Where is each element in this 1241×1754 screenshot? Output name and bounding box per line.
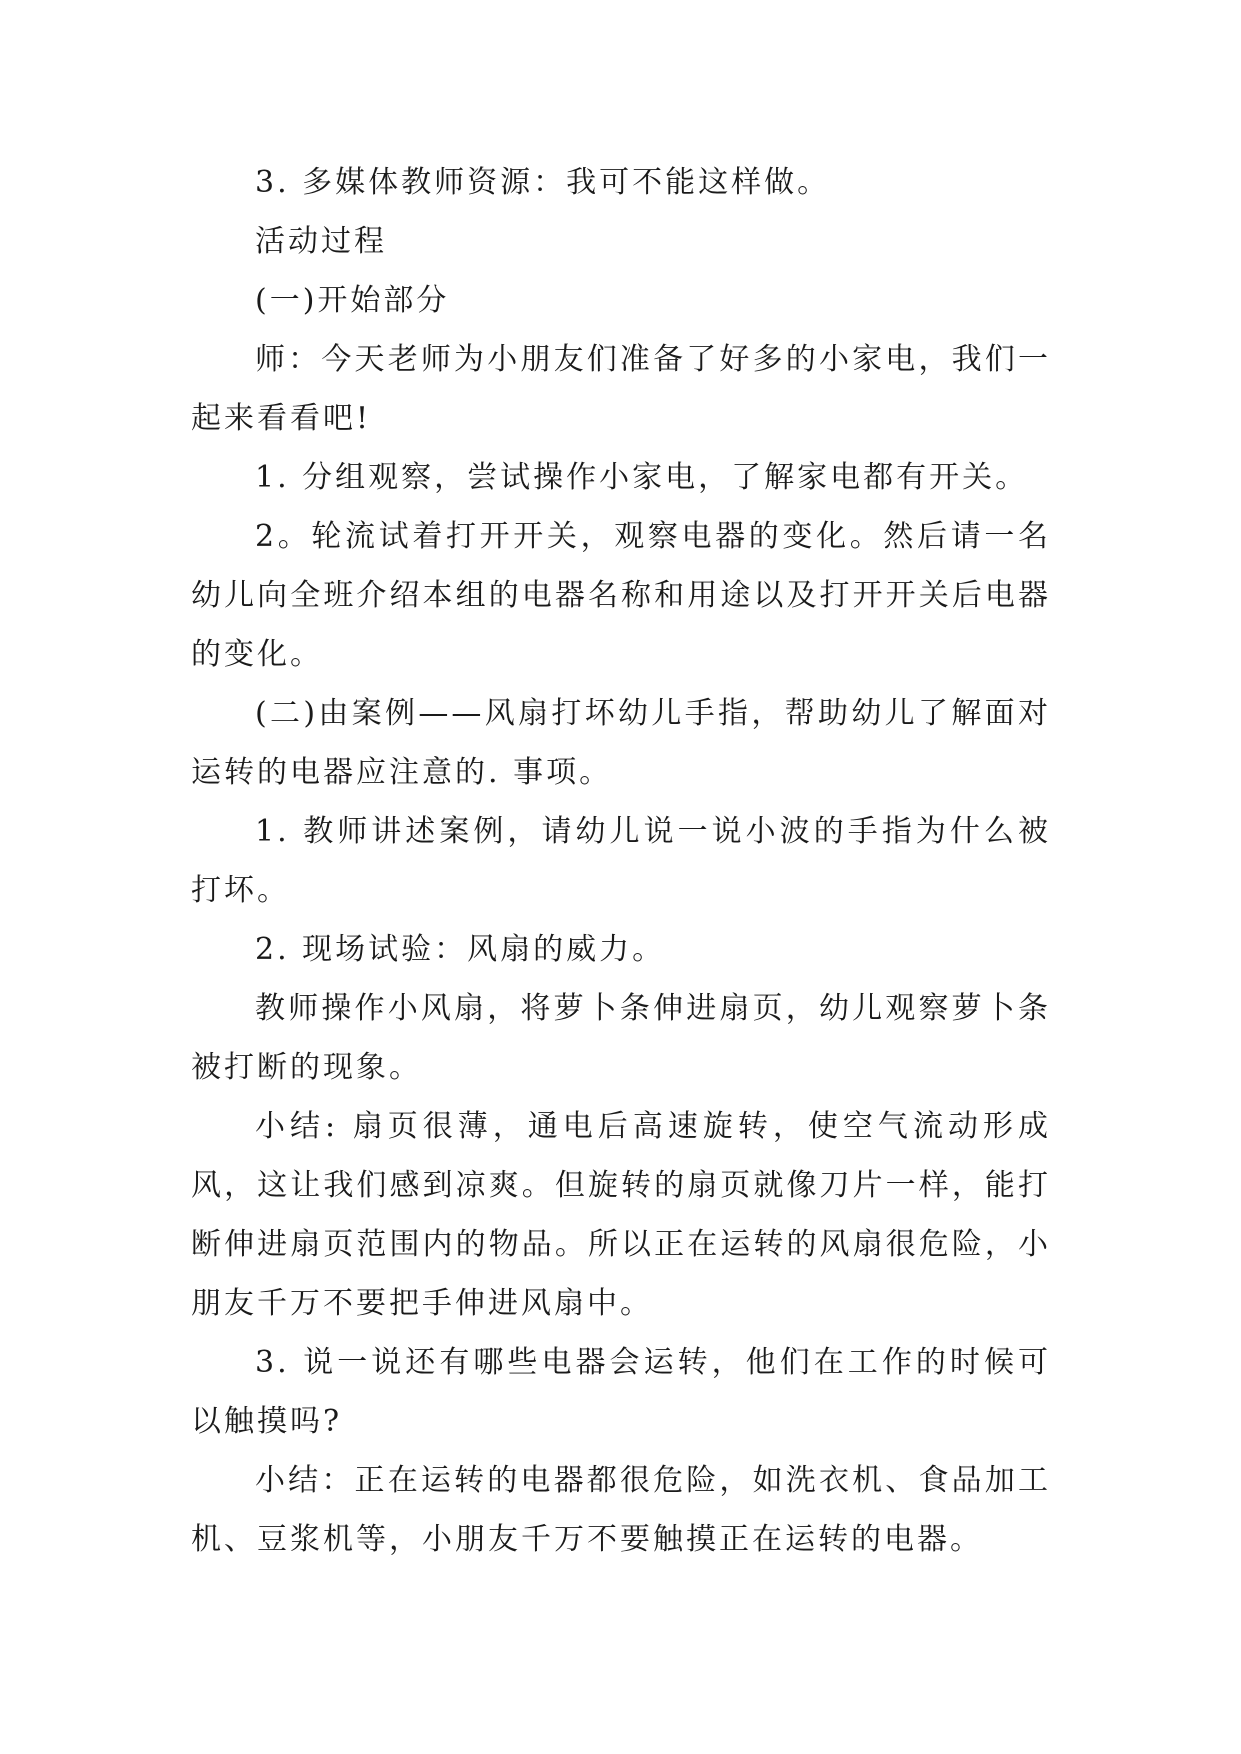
paragraph-resource: 3. 多媒体教师资源：我可不能这样做。	[255, 165, 831, 200]
paragraph-case-step-3: 3. 说一说还有哪些电器会运转，他们在工作的时候可以触摸吗?	[191, 1345, 1051, 1439]
paragraph-teacher-intro: 师：今天老师为小朋友们准备了好多的小家电，我们一起来看看吧!	[191, 342, 1051, 436]
paragraph-experiment: 教师操作小风扇，将萝卜条伸进扇页，幼儿观察萝卜条被打断的现象。	[191, 991, 1051, 1085]
paragraph-step-1: 1. 分组观察，尝试操作小家电，了解家电都有开关。	[255, 460, 1029, 495]
paragraph-summary-appliances: 小结：正在运转的电器都很危险，如洗衣机、食品加工机、豆浆机等，小朋友千万不要触摸正在运转的电器。	[191, 1463, 1051, 1557]
subsection-heading-opening: (一)开始部分	[255, 283, 450, 318]
paragraph-case-step-2: 2. 现场试验：风扇的威力。	[255, 932, 666, 967]
paragraph-summary-fan: 小结: 扇页很薄，通电后高速旋转，使空气流动形成风，这让我们感到凉爽。但旋转的扇页就像刀片一样，能打断伸进扇页范围内的物品。所以正在运转的风扇很危险，小朋友千万不要把手伸进风扇中。	[191, 1109, 1051, 1321]
document-body	[191, 153, 1051, 1569]
paragraph-step-2: 2。轮流试着打开开关，观察电器的变化。然后请一名幼儿向全班介绍本组的电器名称和用途以及打开开关后电器的变化。	[191, 519, 1051, 672]
section-heading-activity-process: 活动过程	[255, 224, 387, 259]
paragraph-case-step-1: 1. 教师讲述案例，请幼儿说一说小波的手指为什么被打坏。	[191, 814, 1051, 908]
subsection-heading-case: (二)由案例——风扇打坏幼儿手指，帮助幼儿了解面对运转的电器应注意的. 事项。	[191, 696, 1051, 790]
